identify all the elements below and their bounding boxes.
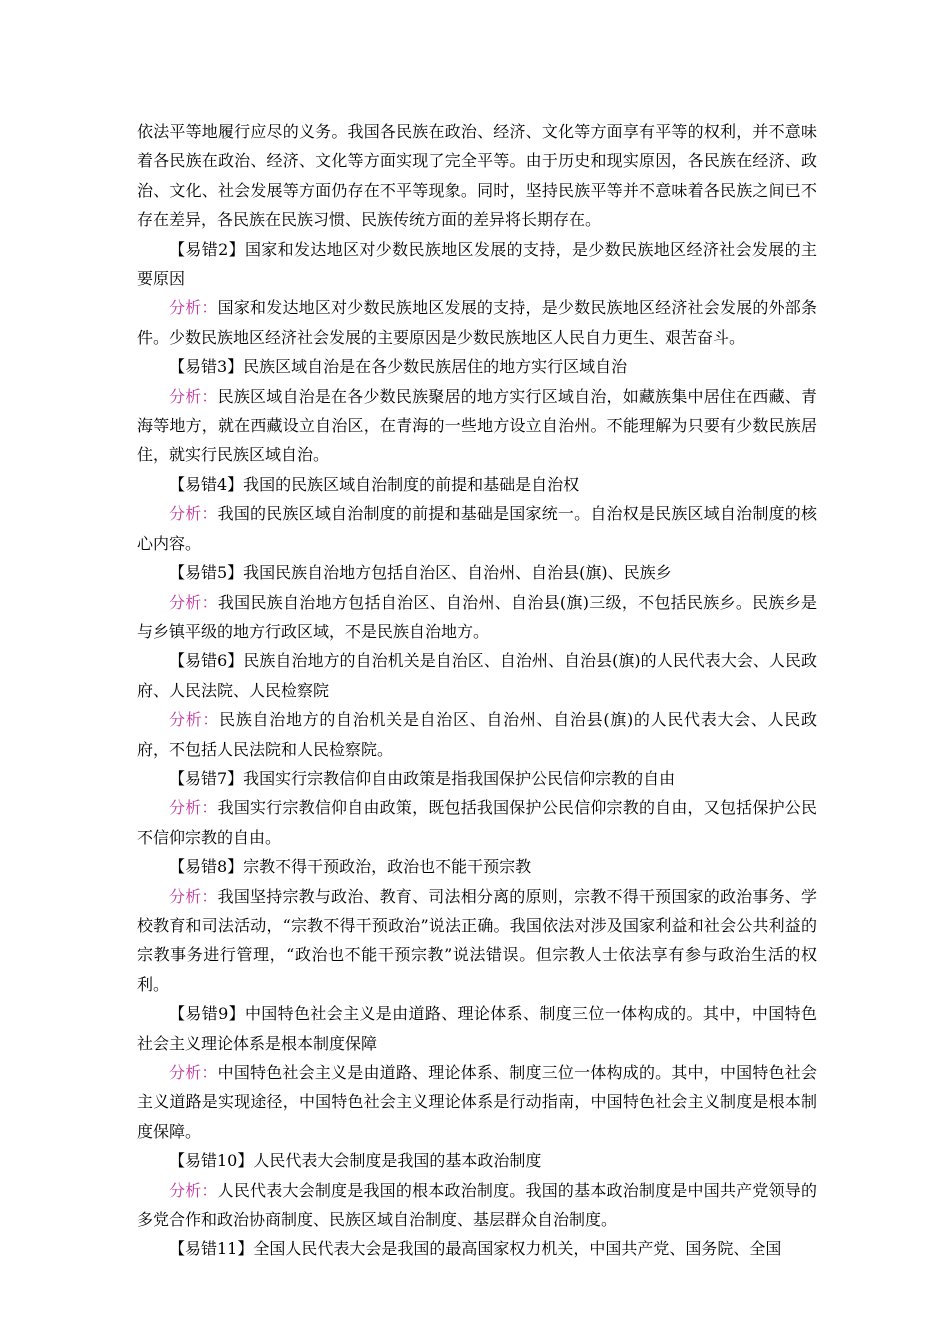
error-statement [137,646,817,705]
analysis-paragraph [137,1176,817,1235]
error-statement [137,470,817,499]
analysis-label: 分析： [169,504,218,524]
analysis-text: 我国实行宗教信仰自由政策，既包括我国保护公民信仰宗教的自由，又包括保护公民不信仰宗教的自由。 [137,798,817,847]
analysis-text: 中国特色社会主义是由道路、理论体系、制度三位一体构成的。其中，中国特色社会主义道路是实现途径，中国特色社会主义理论体系是行动指南，中国特色社会主义制度是根本制度保障。 [137,1063,817,1141]
error-statement-text: 【易错6】民族自治地方的自治机关是自治区、自治州、自治县(旗)的人民代表大会、人民政府、人民法院、人民检察院 [137,651,817,700]
error-statement-text: 【易错9】中国特色社会主义是由道路、理论体系、制度三位一体构成的。其中，中国特色社会主义理论体系是根本制度保障 [137,1004,817,1053]
error-statement [137,558,817,587]
error-statement-text: 【易错5】我国民族自治地方包括自治区、自治州、自治县(旗)、民族乡 [169,563,672,583]
analysis-label: 分析： [169,592,218,612]
analysis-text: 国家和发达地区对少数民族地区发展的支持，是少数民族地区经济社会发展的外部条件。少数民族地区经济社会发展的主要原因是少数民族地区人民自力更生、艰苦奋斗。 [137,298,817,347]
analysis-label: 分析： [169,1063,218,1082]
error-statement [137,1146,817,1175]
analysis-text: 民族自治地方的自治机关是自治区、自治州、自治县(旗)的人民代表大会、人民政府，不包括人民法院和人民检察院。 [137,710,817,759]
error-statement-text: 【易错7】我国实行宗教信仰自由政策是指我国保护公民信仰宗教的自由 [169,768,676,788]
analysis-label: 分析： [169,298,218,318]
analysis-text: 我国民族自治地方包括自治区、自治州、自治县(旗)三级，不包括民族乡。民族乡是与乡镇平级的地方行政区域，不是民族自治地方。 [137,592,817,641]
error-statement [137,852,817,881]
analysis-paragraph [137,1058,817,1146]
analysis-text: 我国的民族区域自治制度的前提和基础是国家统一。自治权是民族区域自治制度的核心内容。 [137,504,817,553]
analysis-label: 分析： [169,1180,218,1200]
analysis-text: 人民代表大会制度是我国的根本政治制度。我国的基本政治制度是中国共产党领导的多党合作和政治协商制度、民族区域自治制度、基层群众自治制度。 [137,1180,817,1230]
analysis-paragraph [137,588,817,647]
analysis-paragraph [137,705,817,764]
document-body [137,117,817,1264]
analysis-paragraph [137,793,817,852]
continuation-paragraph [137,117,817,235]
analysis-paragraph [137,382,817,470]
error-statement-text: 【易错11】全国人民代表大会是我国的最高国家权力机关，中国共产党、国务院、全国 [169,1239,782,1259]
analysis-label: 分析： [169,386,218,406]
analysis-label: 分析： [169,798,218,818]
analysis-paragraph [137,293,817,352]
error-statement-text: 【易错8】宗教不得干预政治，政治也不能干预宗教 [169,857,532,877]
error-statement [137,999,817,1058]
error-statement [137,352,817,381]
error-statement [137,235,817,294]
error-statement-text: 【易错2】国家和发达地区对少数民族地区发展的支持，是少数民族地区经济社会发展的主要原因 [137,239,817,289]
paragraph-text: 依法平等地履行应尽的义务。我国各民族在政治、经济、文化等方面享有平等的权利，并不意味着各民族在政治、经济、文化等方面实现了完全平等。由于历史和现实原因，各民族在经济、政治、文化、社会发展等方面仍存在不平等现象。同时，坚持民族平等并不意味着各民族之间已不存在差异，各民族在民族习惯、民族传统方面的差异将长期存在。 [137,122,817,230]
error-statement [137,764,817,793]
analysis-paragraph [137,882,817,1000]
error-statement [137,1234,817,1263]
analysis-text: 我国坚持宗教与政治、教育、司法相分离的原则，宗教不得干预国家的政治事务、学校教育和司法活动，“宗教不得干预政治”说法正确。我国依法对涉及国家利益和社会公共利益的宗教事务进行管理，“政治也不能干预宗教”说法错误。但宗教人士依法享有参与政治生活的权利。 [137,886,817,994]
analysis-label: 分析： [169,710,220,730]
error-statement-text: 【易错3】民族区域自治是在各少数民族居住的地方实行区域自治 [169,357,628,377]
analysis-text: 民族区域自治是在各少数民族聚居的地方实行区域自治，如藏族集中居住在西藏、青海等地方，就在西藏设立自治区，在青海的一些地方设立自治州。不能理解为只要有少数民族居住，就实行民族区域自治。 [137,386,817,465]
error-statement-text: 【易错10】人民代表大会制度是我国的基本政治制度 [169,1151,542,1171]
analysis-label: 分析： [169,886,218,906]
analysis-paragraph [137,499,817,558]
error-statement-text: 【易错4】我国的民族区域自治制度的前提和基础是自治权 [169,474,580,494]
